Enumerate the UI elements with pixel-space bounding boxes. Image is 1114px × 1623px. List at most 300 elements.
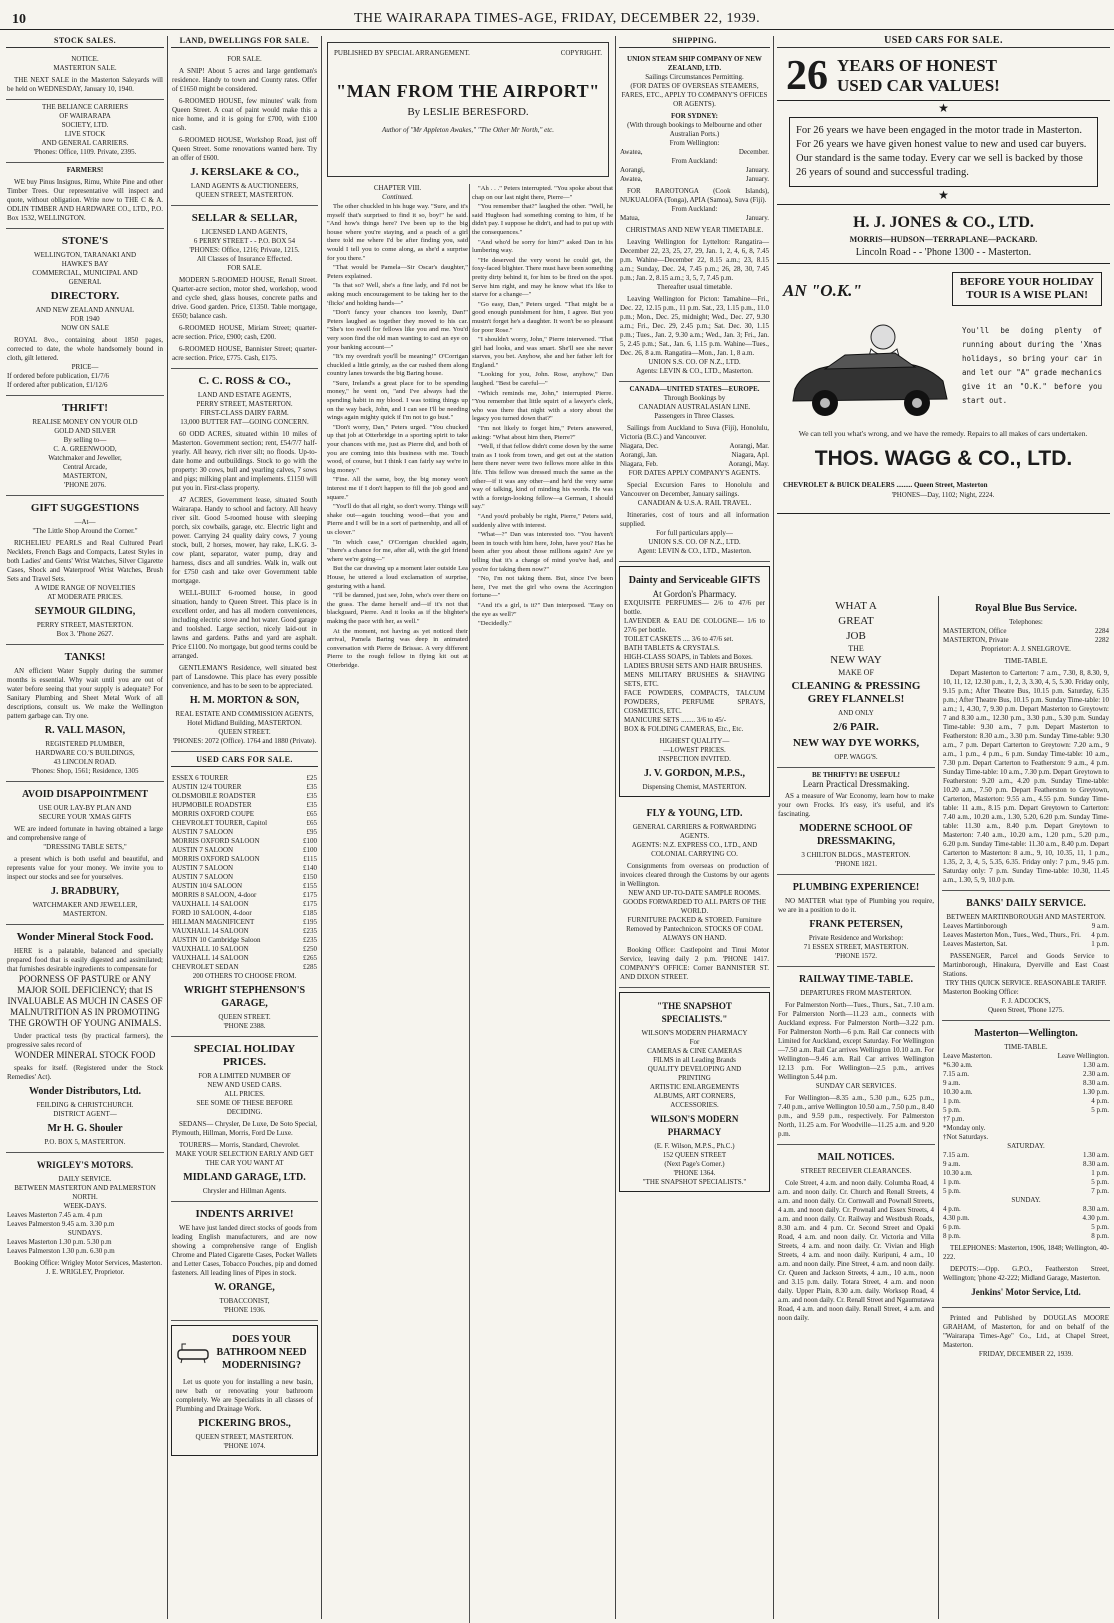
ad-line: FACE POWDERS, COMPACTS, TALCUM POWDERS, PERFUME SPRAYS, COSMETICS, ETC.	[624, 689, 765, 715]
ad-line: THE	[848, 644, 864, 653]
timetable-row	[943, 1097, 1109, 1106]
ship-month: January.	[745, 175, 769, 183]
sailing-row	[620, 148, 769, 157]
ad-body: GENTLEMAN'S Residence, well situated best part of Lansdowne. This place has every possible convenience, and has to be seen to be appreciated.	[172, 664, 317, 690]
ad-line: AND NEW ZEALAND ANNUAL	[35, 306, 135, 314]
ad-title: AVOID DISAPPOINTMENT	[21, 789, 149, 800]
ad-stones-directory	[6, 229, 164, 396]
ad-title: Masterton—Wellington.	[974, 1028, 1078, 1039]
section-heading: USED CARS FOR SALE.	[171, 755, 318, 767]
story-paragraph: "Go easy, Dan," Peters urged. "That might be a good enough punishment for him, I agree. But you mustn't forget he's a daughter. It won't be so pleasant for poor Rose."	[472, 300, 613, 334]
ad-title: MIDLAND GARAGE, LTD.	[183, 1172, 306, 1183]
depart-time: †7 p.m.	[943, 1115, 965, 1123]
ad-line: GOLD AND SILVER	[54, 427, 116, 435]
ad-body: We can tell you what's wrong, and we have the remedy. Repairs to all makes of cars undertaken.	[798, 429, 1088, 438]
ad-line: P.O. BOX 5, MASTERTON.	[44, 1138, 126, 1146]
ad-line: FURNITURE PACKED & STORED. Furniture Removed by Pantechnicon. STOCKS OF COAL ALWAYS ON HAND.	[626, 916, 763, 942]
ad-line: CAMERAS & CINE CAMERAS	[647, 1047, 742, 1055]
ad-title: C. C. ROSS & CO.,	[198, 375, 291, 387]
ad-line: DEPARTURES FROM MASTERTON.	[800, 989, 912, 997]
depart-time: 4.30 p.m.	[943, 1214, 970, 1222]
ad-line: SATURDAY.	[1007, 1142, 1045, 1150]
ad-line: Leaves Masterton 7.45 a.m. 4 p.m	[7, 1211, 103, 1219]
section-heading: SHIPPING.	[619, 36, 770, 48]
return-time: 5 p.m.	[1091, 1223, 1109, 1231]
ad-title: RAILWAY TIME-TABLE.	[798, 974, 914, 985]
notice-label: NOTICE.	[71, 55, 99, 63]
star-icon: ★	[938, 188, 949, 202]
ad-title: H. M. MORTON & SON,	[189, 695, 300, 706]
ad-body: Depart Masterton to Carterton: 7 a.m., 7.30, 8, 8.30, 9, 10, 11, 12, 12.30 p.m., 1, 2, 3, 3.30, 4, 5, 5.30. Friday only, 9.15 p.m.; After Theatre Bus, 10.15 p.m. Saturday, 6.35 p.m.; After Theatre Bus, 10.15 p.m. Sunday Time-table: 10 a.m.; 1, 4.30, 7, 9.30 p.m. Depart Masterton to Greytown: 7 and 8.30 a.m., 12.30 p.m., 3.30 p.m., 5.30 p.m. Sunday Time-table: 9.30 a.m., 7 p.m. Depart Masterton to Featherston: 8.30 a.m., 3.30 p.m. Sunday Time-table: 9.30 a.m., 7 p.m. Depart Carterton to Greytown: 7.20 a.m., 9 a.m., 1 p.m., 4 p.m., 6 p.m. Sunday Time-table: 10 a.m., 7.30 p.m. Depart Carterton to Featherston: 9 a.m., 4 p.m. Sunday Time-table: 10 a.m., 7.30 p.m. Depart Greytown to Featherston: 9.20 a.m., 4.20 p.m. Sunday Time-table: 10.20 a.m., 7.50 p.m. Depart Featherston to Greytown, Carterton, Masterton: 9.55 a.m., 4.55 p.m. Sunday Time-table: 11 a.m., 8.15 p.m. Depart Greytown to Carterton: 7.40 a.m., 10.20 a.m., 1.30, 5.20, 6.20 p.m. Sunday Time-table: 11.30 a.m., 8.40 p.m. Depart Greytown to Masterton: 7.40 a.m., 10.20 a.m., 1.20 p.m., 5.20 p.m., 6.20 p.m. Sunday Time-table: 11.30 a.m., 8.40 p.m. Depart Carterton to Masterton: 8 a.m., 9, 10, 10.35, 11, 1 p.m., 1.35, 2, 3, 4, 5, 5.35, 6.35. Friday only: 7 p.m., 9.45 p.m. Saturday only: 7 p.m. Sunday Time-table: 10.30, 11.45 a.m., 1.30, 5, 9, 10.0 p.m.	[943, 669, 1109, 884]
mechanic-car-illustration	[785, 319, 955, 424]
ad-jones-company	[777, 204, 1110, 264]
ad-line: USE OUR LAY-BY PLAN AND	[38, 804, 132, 812]
ad-body: Booking Office: Wrigley Motor Services, Masterton.	[14, 1259, 163, 1267]
car-model: ESSEX 6 TOURER	[172, 774, 229, 782]
depart-time: 7.15 a.m.	[943, 1151, 970, 1159]
ad-gift-suggestions	[6, 496, 164, 645]
ad-title: BEFORE YOUR HOLIDAY TOUR IS A WISE PLAN!	[952, 272, 1102, 306]
ad-title: FLY & YOUNG, LTD.	[646, 808, 743, 819]
story-paragraph: But the car drawing up a moment later outside Lea House, he uttered a loud exclamation of surprise, gesturing with a hand.	[327, 565, 468, 590]
ad-line: 'PHONES: Office, 1216; Private, 1215.	[189, 246, 300, 254]
ad-line: If ordered before publication, £1/7/6	[7, 372, 110, 380]
timetable-row	[943, 931, 1109, 940]
ad-title: THOS. WAGG & CO., LTD.	[814, 447, 1073, 470]
ad-title: NEW WAY DYE WORKS,	[792, 737, 920, 749]
car-row	[172, 801, 317, 810]
ad-line: Leaves Palmerston 9.45 a.m. 3.30 p.m	[7, 1220, 115, 1228]
column-rule	[773, 36, 774, 1619]
ad-title: DIRECTORY.	[50, 290, 120, 302]
sale-text: THE NEXT SALE in the Masterton Saleyards will be held on WEDNESDAY, January 10, 1940.	[7, 76, 163, 93]
ad-line: FOR SALE.	[227, 264, 262, 272]
ad-title: INDENTS ARRIVE!	[195, 1208, 294, 1220]
ad-body: Leaving Wellington for Lyttelton: Rangatira—December 22, 23, 25, 27, 29, Jan. 1, 2, 4, 6, 8, 7.45 p.m. Wahine—December 22, 8.15 a.m.; 23, 8.15 a.m.; Sunday, Dec. 24, 7.45 p.m.; 26, 28, 30, 7.45 p.m.; Jan. 2, 8.15 a.m.; 3, 5, 7, 7.45 p.m.	[620, 238, 769, 282]
ship-month: January.	[745, 166, 769, 174]
phone-label: MASTERTON, Private	[943, 636, 1009, 644]
ad-line: MANICURE SETS ........ 3/6 to 45/-	[624, 716, 727, 724]
ad-body: Special Excursion Fares to Honolulu and Vancouver on December, January sailings.	[620, 481, 769, 498]
ad-frank-petersen	[777, 875, 935, 967]
ad-line: ARTISTIC ENLARGEMENTS	[649, 1083, 740, 1091]
story-copyright: COPYRIGHT.	[560, 49, 602, 57]
story-paragraph: "What—?" Dan was interested too. "You haven't been in touch with him here, John, have you? Has he been after you about those millions again? Are ye telling that it's a change of mind you've had, and you're for taking them now?"	[472, 531, 613, 573]
ad-body: ROYAL 8vo., containing about 1850 pages, corrected to date, the whole handsomely bound in cloth, gilt lettered.	[7, 336, 163, 362]
ad-line: WELLINGTON, TARANAKI AND	[33, 251, 137, 259]
ad-line: INSPECTION INVITED.	[658, 755, 731, 763]
ad-avoid-disappointment	[6, 782, 164, 925]
column-rule	[321, 36, 322, 1619]
story-paragraph: "Well, if that fellow didn't come down by the same train as I took from town, and get out at the station here there never were two fellows more alike in this life. This fellow was dressed much the same as the other—if it was any other—and he'd the very same way of talking, kind of minding his words. He was with a foreign-looking fellow—a German, I should say."	[472, 443, 613, 511]
column-services	[777, 596, 935, 1623]
ad-line: STREET RECEIVER CLEARANCES.	[800, 1167, 912, 1175]
ad-line: ACCESSORIES.	[670, 1101, 719, 1109]
car-price: £35	[306, 783, 317, 791]
ad-line: COMMERCIAL, MUNICIPAL AND	[32, 269, 138, 277]
car-row	[172, 864, 317, 873]
story-paragraph: "Fine. All the same, boy, the big money won't interest me if I don't happen to fill the job good and square."	[327, 476, 468, 501]
car-price: £285	[303, 963, 317, 971]
ad-line: Watchmaker and Jeweller,	[48, 454, 122, 462]
depart-time: *6.30 a.m.	[943, 1061, 973, 1069]
ad-line: GENERAL CARRIERS & FORWARDING AGENTS.	[632, 823, 757, 840]
ship-name: Aorangi,	[620, 166, 645, 174]
ad-title: GIFT SUGGESTIONS	[30, 502, 140, 514]
car-row	[172, 810, 317, 819]
ad-line: UNION S.S. CO. OF N.Z., LTD.	[648, 538, 741, 546]
ship-name: Matua,	[620, 214, 640, 222]
ad-line: NEW AND USED CARS.	[207, 1081, 282, 1089]
ad-pickering-bros	[171, 1325, 318, 1456]
ad-line: 71 ESSEX STREET, MASTERTON.	[803, 943, 909, 951]
ad-thos-wagg	[777, 264, 1110, 514]
depart-time: 10.30 a.m.	[943, 1088, 973, 1096]
bathtub-icon	[176, 1341, 210, 1365]
ad-wrigleys-motors	[6, 1153, 164, 1282]
timetable-row	[943, 1151, 1109, 1160]
ad-body: POORNESS OF PASTURE or ANY MAJOR SOIL DEFICIENCY; that IS INVALUABLE AS MUCH IN CASES OF MALNUTRITION AS IN PROMOTING THE GROWTH OF YOUNG ANIMALS.	[7, 974, 163, 1028]
ad-title: BANKS' DAILY SERVICE.	[966, 898, 1086, 909]
sale-label: MASTERTON SALE.	[53, 64, 117, 72]
ad-line: PRINTING	[678, 1074, 711, 1082]
ad-line: NOW ON SALE	[61, 324, 109, 332]
continued-label: Continued.	[382, 193, 413, 201]
mail-notices	[777, 1145, 935, 1328]
ad-line: PRICE—	[71, 363, 99, 371]
story-paragraph: "You remember that?" laughed the other. "Well, he said Hughson had something coming to him, if he didn't pay. I suppose he didn't, and had to put up with the consequences."	[472, 203, 613, 236]
ad-line: 152 QUEEN STREET	[662, 1151, 727, 1159]
ad-title: Learn Practical Dressmaking.	[802, 779, 910, 789]
ad-body: For Wellington—8.35 a.m., 5.30 p.m., 6.25 p.m., 7.40 p.m., arrive Wellington 10.50 a.m., 7.50 p.m., 8.40 p.m., and 9.59 p.m., respectively. For Palmerston North, 11.25 a.m. For Woodville—11.25 a.m. and 9.20 p.m.	[778, 1094, 934, 1138]
ship-name: Aorangi, Mar.	[729, 442, 769, 450]
timetable-row	[943, 1160, 1109, 1169]
ad-farmers	[6, 163, 164, 229]
ad-line: TRY THIS QUICK SERVICE. REASONABLE TARIFF.	[945, 979, 1107, 987]
ad-line: HARDWARE CO.'S BUILDINGS,	[35, 749, 135, 757]
ad-line: HIGHEST QUALITY—	[659, 737, 730, 745]
ad-line: QUALITY DEVELOPING AND	[647, 1065, 742, 1073]
ad-line: Agent: LEVIN & CO., LTD., Masterton.	[637, 547, 752, 555]
ad-line: TIME-TABLE.	[1004, 657, 1048, 665]
ad-line: 43 LINCOLN ROAD.	[53, 758, 117, 766]
ad-line: SECURE YOUR 'XMAS GIFTS	[38, 813, 132, 821]
ad-body: WE have just landed direct stocks of goods from leading English manufacturers, and are now showing a comprehensive range of English Chrome and Plated Cigarette Cases, Pocket Wallets and Letter Cases, Tobacco Pouches, pip and domed fasteners. All leading lines of Pipes in stock.	[172, 1224, 317, 1277]
story-paragraph: "Don't worry, Dan," Peters urged. "You chucked up that job at Otterbridge in a sporting spirit to take your chances with me, just as Pierre did, and both of you are coming into this business with me. Touch wood, of course, but I think I can fairly say we're in big money."	[327, 423, 468, 474]
car-model: AUSTIN 7 SALOON	[172, 846, 234, 854]
story-paragraph: "And it's a girl, is it?" Dan interposed. "Easy on the eye as well?"	[472, 601, 613, 618]
timetable-row	[943, 1232, 1109, 1241]
ad-line: WONDER MINERAL STOCK FOOD	[14, 1050, 156, 1060]
story-paragraph: "That would be Pamela—Sir Oscar's daughter," Peters explained.	[327, 264, 468, 280]
return-time: 5 p.m.	[1091, 1178, 1109, 1186]
ad-line: *Monday only.	[943, 1124, 986, 1132]
car-row	[172, 828, 317, 837]
car-price: £265	[303, 954, 317, 962]
years-number: 26	[786, 52, 828, 99]
ad-line: BATH TABLETS & CRYSTALS.	[624, 644, 720, 652]
ad-line: 6 PERRY STREET - - P.O. BOX 54	[193, 237, 296, 245]
ad-line: BETWEEN MARTINBOROUGH AND MASTERTON.	[946, 913, 1106, 921]
return-time: 4.30 p.m.	[1082, 1214, 1109, 1222]
ad-line: DISTRICT AGENT—	[53, 1110, 117, 1118]
column-rule	[167, 36, 168, 1619]
ad-body: For 26 years we have been engaged in the motor trade in Masterton. For 26 years we have given honest value to new and used car buyers. Our standard is the same today. Every car we sell is backed by those 26 years of sound and successful trading.	[789, 117, 1098, 187]
ad-line: EXQUISITE PERFUMES— 2/6 to 47/6 per bottle.	[624, 599, 765, 616]
ad-line: LADIES BRUSH SETS AND HAIR BRUSHES.	[624, 662, 763, 670]
ad-line: If ordered after publication, £1/12/6	[7, 381, 108, 389]
story-paragraph: "Sure, Ireland's a great place for to be spending money," he went on, "and I've always had the spending habit in my blood. I was totting things up on the way back, John, and I can see I'll be needing wings again mighty quick if I'm not to go bust."	[327, 379, 468, 422]
story-paragraph: "I shouldn't worry, John," Pierre intervened. "That girl had looks, and was smart. She'll see she never starves, you bet. Anyhow, she and her father left for England."	[472, 336, 613, 369]
phone-number: 2284	[1095, 627, 1109, 635]
ad-line: BE THRIFTY! BE USEFUL!	[812, 771, 900, 779]
ad-title: WHAT A	[835, 600, 877, 612]
section-heading: USED CARS FOR SALE.	[777, 36, 1110, 48]
ad-body: 60 ODD ACRES, situated within 10 miles of Masterton. Government section; rent, £54/7/7 half-yearly. All heavy, rich river silt; no floods. Up-to-date home and outbuildings. Stock to go with the property: 30 cows, bull and yearling calves, 7 sows and pigs; milking plant and implements. £1150 will put you in. First-class property.	[172, 430, 317, 492]
sailing-row	[620, 166, 769, 175]
ad-line: Queen Street, 'Phone 1275.	[987, 1006, 1065, 1014]
ad-body: speaks for itself. (Registered under the Stock Remedies' Act).	[7, 1064, 163, 1081]
ad-title: UNION STEAM SHIP COMPANY OF NEW ZEALAND, LTD.	[627, 55, 762, 72]
car-row	[172, 774, 317, 783]
ad-indents	[171, 1202, 318, 1321]
ad-line: CANADIAN & U.S.A. RAIL TRAVEL.	[637, 499, 752, 507]
ad-line: TOBACCONIST,	[219, 1297, 270, 1305]
ad-line: 'PHONE 1572.	[834, 952, 878, 960]
ad-title: J. V. GORDON, M.P.S.,	[644, 768, 745, 779]
route-label: Leaves Masterton, Sat.	[943, 940, 1008, 948]
ad-line: Proprietor: A. J. SNELGROVE.	[981, 645, 1071, 653]
car-row	[172, 873, 317, 882]
ad-line: CHRISTMAS AND NEW YEAR TIMETABLE.	[625, 226, 764, 234]
depart-time: 4 p.m.	[943, 1205, 961, 1213]
car-model: AUSTIN 7 SALOON	[172, 873, 234, 881]
ad-line: †Not Saturdays.	[943, 1133, 989, 1141]
ad-line: 'PHONE 2076.	[63, 481, 107, 489]
depart-time: 1 p.m.	[943, 1097, 961, 1105]
ad-line: 'PHONE 1364.	[673, 1169, 716, 1177]
ad-line: FOR 1940	[70, 315, 100, 323]
timetable-row	[943, 1223, 1109, 1232]
car-model: CHEVROLET SEDAN	[172, 963, 239, 971]
story-author-note: Author of "Mr Appleton Awakes," "The Other Mr North," etc.	[381, 126, 555, 134]
car-model: AUSTIN 12/4 TOURER	[172, 783, 242, 791]
depart-time: 5 p.m.	[943, 1187, 961, 1195]
ad-body: WE are indeed fortunate in having obtained a large and comprehensive range of	[7, 825, 163, 842]
ad-title: WRIGLEY'S MOTORS.	[36, 1160, 134, 1170]
ad-line: LAVENDER & EAU DE COLOGNE— 1/6 to 27/6 per bottle.	[624, 617, 765, 634]
ad-line: —LOWEST PRICES.	[663, 746, 726, 754]
story-arrangement: PUBLISHED BY SPECIAL ARRANGEMENT.	[334, 49, 470, 57]
weekday-rows	[943, 1061, 1109, 1124]
ad-line: Chrysler and Hillman Agents.	[202, 1187, 287, 1195]
depart-time: 7.15 a.m.	[943, 1070, 970, 1078]
ad-title: H. J. JONES & CO., LTD.	[853, 214, 1034, 231]
ad-title: SPECIAL HOLIDAY PRICES.	[193, 1043, 296, 1068]
car-row	[172, 927, 317, 936]
car-row	[172, 855, 317, 864]
return-time: 8 p.m.	[1091, 1232, 1109, 1240]
ad-line: Masterton Booking Office:	[943, 988, 1019, 996]
ad-title: Mr H. G. Shouler	[47, 1123, 123, 1134]
sailing-row	[620, 442, 769, 451]
car-row	[172, 792, 317, 801]
ad-line: FOR DATES APPLY COMPANY'S AGENTS.	[628, 469, 761, 477]
return-time: 4 p.m.	[1091, 1097, 1109, 1105]
story-paragraph: "He deserved the very worst he could get, the foxy-faced blighter. There must have been something pretty dirty behind it, for him to be fired on the spot. Serve him right, and may he know what it's like to starve for a change—"	[472, 256, 613, 299]
ad-new-way-dye-works	[777, 596, 935, 768]
ad-body: 47 ACRES, Government lease, situated South Wairarapa. Handy to school and factory. All heavy river silt. Good 5-roomed house with sleeping porch, six cowbails, garage, etc. Electric light and power. Carrying 24 quality dairy cows, 7 young stock, bull, 2 horses, mower, hay rake, L.K.G. 3-cow plant, separator, water pump, dray and harness, discs and all sundries. Walk in, walk out for £750 cash and take over Government table mortgage.	[172, 496, 317, 585]
phone-row	[943, 627, 1109, 636]
depart-time: 1 p.m.	[943, 1178, 961, 1186]
ad-body: Itineraries, cost of tours and all information supplied.	[620, 511, 769, 528]
section-heading: LAND, DWELLINGS FOR SALE.	[171, 36, 318, 48]
ad-line: LIVE STOCK	[64, 130, 106, 138]
ad-line: Telephones:	[1009, 618, 1043, 626]
car-model: VAUXHALL 14 SALOON	[172, 900, 249, 908]
ad-body: 6-ROOMED HOUSE, Workshop Road, just off Queen Street. Some renovations wanted here. Try an offer of £600.	[172, 136, 317, 162]
car-row	[172, 954, 317, 963]
car-price: £155	[303, 882, 317, 890]
timetable-row	[943, 1214, 1109, 1223]
saturday-rows	[943, 1151, 1109, 1196]
ad-line: 'PHONE 2388.	[223, 1022, 266, 1030]
ad-line: CANADIAN AUSTRALASIAN LINE.	[638, 403, 751, 411]
route-time: 9 a.m.	[1091, 922, 1109, 930]
route-label: Leaves Martinborough	[943, 922, 1007, 930]
ad-line: Through Bookings by	[663, 394, 726, 402]
ad-line: SUNDAY.	[1011, 1196, 1041, 1204]
ad-line: J. E. WRIGLEY, Proprietor.	[45, 1268, 125, 1276]
ad-body: a present which is both useful and beautiful, and represents value for your money. We invite you to inspect our stocks and see for yourselves.	[7, 855, 163, 881]
car-model: AUSTIN 7 SALOON	[172, 828, 234, 836]
ad-line: REALISE MONEY ON YOUR OLD	[32, 418, 138, 426]
ad-thrift	[6, 396, 164, 496]
ad-line: NEW AND UP-TO-DATE SAMPLE ROOMS.	[628, 889, 761, 897]
column-bus-services	[942, 596, 1110, 1623]
ad-line: MASTERTON.	[63, 910, 107, 918]
depart-time: 8 p.m.	[943, 1232, 961, 1240]
ad-line: Leaves Masterton 1.30 p.m. 5.30 p.m	[7, 1238, 112, 1246]
ad-line: REAL ESTATE AND COMMISSION AGENTS,	[175, 710, 314, 718]
ad-title: MODERNE SCHOOL OF DRESSMAKING,	[799, 823, 913, 847]
ad-line: DAILY SERVICE.	[58, 1175, 112, 1183]
story-paragraph: "It's my overdraft you'll be meaning!" O'Corrigan chuckled a little grimly, as the car rushed them along country lanes towards the big Baring house.	[327, 353, 468, 378]
ad-line: For full particulars apply—	[656, 529, 733, 537]
timetable-header	[943, 1052, 1109, 1061]
ad-body: TOURERS— Morris, Standard, Chevrolet.	[179, 1141, 300, 1149]
story-paragraph: "Is that so? Well, she's a fine lady, and I'd not be asking much encouragement to be taking her to the 'flicks' and holding hands—"	[327, 282, 468, 307]
ad-title: YEARS OF HONEST	[837, 56, 997, 75]
story-paragraph: "I'm not likely to forget him," Peters answered, asking: "What about him then, Pierre?"	[472, 425, 613, 441]
car-row	[172, 882, 317, 891]
car-price: £150	[303, 873, 317, 881]
timetable-row	[943, 1169, 1109, 1178]
car-price: £235	[303, 927, 317, 935]
ad-title: STONE'S	[61, 235, 109, 247]
car-price: £35	[306, 801, 317, 809]
column-shipping	[619, 36, 770, 1623]
story-paragraph: At the moment, not having as yet noticed their arrival, Pamela Baring was deep in animated conversation with Pierre de Brissac. A very different Pierre to the rough fellow in flying kit out at Otterbridge.	[327, 627, 468, 669]
ad-line: For	[689, 1038, 700, 1046]
ad-royal-blue-bus	[942, 596, 1110, 891]
story-paragraph: "And who'd be sorry for him?" asked Dan in his lumbering way.	[472, 238, 613, 255]
ad-line: (FOR DATES OF OVERSEAS STEAMERS, FARES, ETC., APPLY TO COMPANY'S OFFICES OR AGENTS).	[621, 82, 768, 108]
ad-line: 13,000 BUTTER FAT—GOING CONCERN.	[180, 418, 309, 426]
car-model: VAUXHALL 10 SALOON	[172, 945, 249, 953]
car-price: £100	[303, 846, 317, 854]
serial-story	[323, 36, 613, 1623]
car-row	[172, 783, 317, 792]
ad-line: TOILET CASKETS .... 3/6 to 47/6 set.	[624, 635, 734, 643]
ad-body: Consignments from overseas on production of invoices cleared through the Customs by our agents in Wellington.	[620, 862, 769, 888]
story-paragraph: "And you'd probably be right, Pierre," Peters said, suddenly alive with interest.	[472, 512, 613, 529]
route-time: 4 p.m.	[1091, 931, 1109, 939]
car-row	[172, 963, 317, 972]
ad-line: REGISTERED PLUMBER,	[45, 740, 125, 748]
ad-line: Thereafter usual timetable.	[656, 283, 733, 291]
ad-line: GOODS FORWARDED TO ALL PARTS OF THE WORLD.	[623, 898, 766, 915]
ad-body: You'll be doing plenty of running about during the 'Xmas holidays, so bring your car in and let our "A" grade mechanics give it an "O.K." before you start out.	[962, 326, 1102, 405]
car-price: £100	[303, 837, 317, 845]
ad-sellar	[171, 206, 318, 369]
return-time: 5 p.m.	[1091, 1106, 1109, 1114]
ad-line: AND ONLY	[838, 709, 874, 717]
car-price: £235	[303, 936, 317, 944]
star-icon: ★	[938, 101, 949, 115]
ad-gordons-pharmacy	[619, 566, 770, 797]
ad-title: Royal Blue Bus Service.	[975, 603, 1077, 614]
ad-line: 'PHONES: 2072 (Office). 1764 and 1880 (Private).	[172, 737, 317, 745]
return-time: 2.30 a.m.	[1082, 1070, 1109, 1078]
ad-line: FOR A LIMITED NUMBER OF	[198, 1072, 291, 1080]
ad-line: AND GENERAL CARRIERS.	[41, 139, 129, 147]
ad-line: Leaves Palmerston 1.30 p.m. 6.30 p.m	[7, 1247, 115, 1255]
car-model: AUSTIN 10 Cambridge Saloon	[172, 936, 261, 944]
phone-label: MASTERTON, Office	[943, 627, 1007, 635]
ad-line: HIGH-CLASS SOAPS, in Tablets and Boxes.	[624, 653, 753, 661]
ad-line: ALBUMS, ART CORNERS,	[653, 1092, 736, 1100]
ad-banks-daily-service	[942, 891, 1110, 1021]
ad-line: From Wellington:	[669, 139, 720, 147]
ad-title: FARMERS!	[66, 166, 104, 174]
story-column-1	[327, 184, 468, 1623]
ad-title: FRANK PETERSEN,	[809, 919, 903, 930]
ad-line: Dispensing Chemist, MASTERTON.	[642, 783, 747, 791]
column-header: Leave Masterton.	[943, 1052, 992, 1060]
ad-midland-garage	[171, 1037, 318, 1202]
ad-line: THE BELIANCE CARRIERS	[42, 103, 128, 111]
ad-line: SUNDAY CAR SERVICES.	[815, 1082, 897, 1090]
ad-line: —At—	[74, 518, 96, 526]
car-row	[172, 891, 317, 900]
timetable-row	[943, 922, 1109, 931]
car-price: £195	[303, 918, 317, 926]
ad-body: 6-ROOMED HOUSE, few minutes' walk from Queen Street. A coat of paint would make this a nice home, and it is going for £700, with £100 cash.	[172, 97, 317, 132]
car-price: £115	[303, 855, 317, 863]
timetable-row	[943, 1187, 1109, 1196]
ad-line: (With through bookings to Melbourne and other Australian Ports.)	[627, 121, 762, 138]
ad-line: FEILDING & CHRISTCHURCH.	[36, 1101, 134, 1109]
ad-ross	[171, 369, 318, 752]
ad-body: Under practical tests (by practical farmers), the progressive sales record of	[7, 1032, 163, 1049]
ad-wonder-stock-food	[6, 925, 164, 1153]
car-row	[172, 918, 317, 927]
ad-line: Passengers in Three Classes.	[654, 412, 735, 420]
ad-line: SEE SOME OF THESE BEFORE	[196, 1099, 293, 1107]
ad-body: DEPOTS:—Opp. G.P.O., Featherston Street, Wellington; 'phone 42-222; Midland Garage, Masterton.	[943, 1265, 1109, 1282]
imprint	[942, 1308, 1110, 1364]
